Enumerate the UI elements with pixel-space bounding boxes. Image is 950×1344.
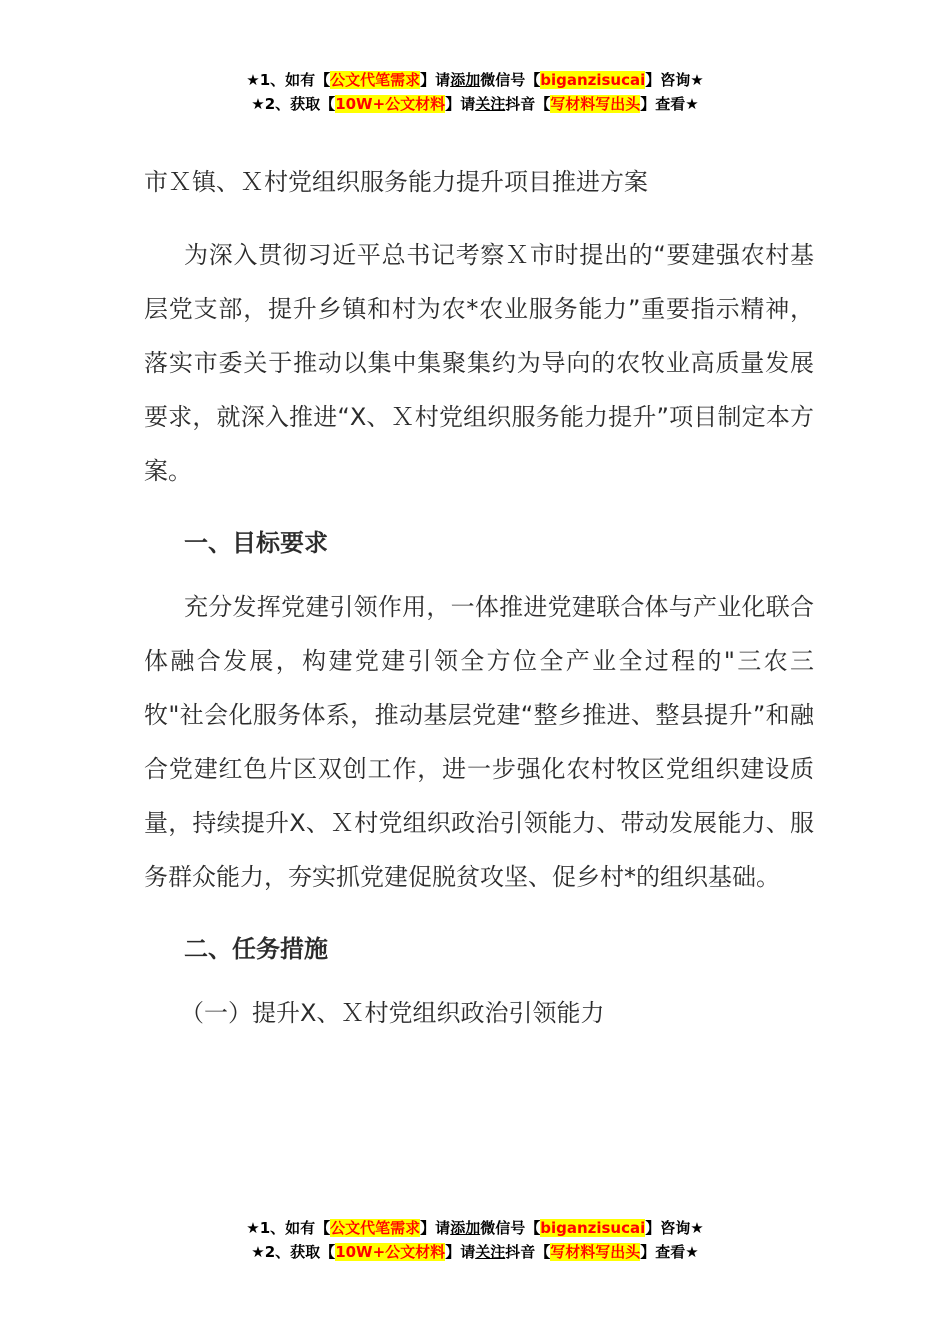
promo-highlight: 公文代笔需求 bbox=[330, 1219, 421, 1237]
promo-text: 】请 bbox=[445, 95, 476, 113]
promo-line-1 bbox=[0, 68, 950, 92]
promo-banner-bottom bbox=[0, 1216, 950, 1264]
promo-text: 】查看★ bbox=[640, 95, 699, 113]
promo-text: ★2、获取【 bbox=[251, 95, 336, 113]
promo-line-2 bbox=[0, 1240, 950, 1264]
promo-highlight: 10W+公文材料 bbox=[335, 1243, 446, 1261]
promo-underlined: 关注 bbox=[475, 1243, 506, 1261]
promo-text: 抖音【 bbox=[505, 1243, 551, 1261]
promo-highlight-wechat: biganzisucai bbox=[540, 1219, 646, 1237]
promo-text: 】咨询★ bbox=[645, 71, 704, 89]
promo-text: ★2、获取【 bbox=[251, 1243, 336, 1261]
promo-line-2 bbox=[0, 92, 950, 116]
promo-underlined: 关注 bbox=[475, 95, 506, 113]
promo-underlined: 添加 bbox=[450, 1219, 481, 1237]
goals-paragraph: 充分发挥党建引领作用，一体推进党建联合体与产业化联合体融合发展，构建党建引领全方位全产业全过程的"三农三牧"社会化服务体系，推动基层党建“整乡推进、整县提升”和融合党建红色片区双创工作，进一步强化农村牧区党组织建设质量，持续提升X、Ｘ村党组织政治引领能力、带动发展能力、服务群众能力，夯实抓党建促脱贫攻坚、促乡村*的组织基础。 bbox=[144, 593, 814, 891]
promo-highlight: 10W+公文材料 bbox=[335, 95, 446, 113]
section-heading-tasks: 二、任务措施 bbox=[184, 935, 328, 963]
promo-highlight-douyin: 写材料写出头 bbox=[550, 1243, 641, 1261]
promo-underlined: 添加 bbox=[450, 71, 481, 89]
document-title: 市Ｘ镇、Ｘ村党组织服务能力提升项目推进方案 bbox=[144, 168, 648, 196]
promo-text: 】请 bbox=[445, 1243, 476, 1261]
subsection-heading: （一）提升X、Ｘ村党组织政治引领能力 bbox=[180, 999, 605, 1027]
intro-paragraph: 为深入贯彻习近平总书记考察Ｘ市时提出的“要建强农村基层党支部，提升乡镇和村为农*农业服务能力”重要指示精神，落实市委关于推动以集中集聚集约为导向的农牧业高质量发展要求，就深入推进“X、Ｘ村党组织服务能力提升”项目制定本方案。 bbox=[144, 241, 814, 485]
promo-highlight-wechat: biganzisucai bbox=[540, 71, 646, 89]
promo-text: 】咨询★ bbox=[645, 1219, 704, 1237]
promo-text: 微信号【 bbox=[480, 1219, 541, 1237]
promo-banner-top bbox=[0, 68, 950, 116]
document-body bbox=[144, 160, 814, 1040]
promo-text: ★1、如有【 bbox=[246, 1219, 331, 1237]
promo-text: 】请 bbox=[420, 1219, 451, 1237]
promo-highlight-douyin: 写材料写出头 bbox=[550, 95, 641, 113]
promo-text: 】查看★ bbox=[640, 1243, 699, 1261]
promo-highlight: 公文代笔需求 bbox=[330, 71, 421, 89]
promo-text: 微信号【 bbox=[480, 71, 541, 89]
promo-text: 】请 bbox=[420, 71, 451, 89]
promo-text: 抖音【 bbox=[505, 95, 551, 113]
promo-line-1 bbox=[0, 1216, 950, 1240]
promo-text: ★1、如有【 bbox=[246, 71, 331, 89]
section-heading-goals: 一、目标要求 bbox=[184, 529, 328, 557]
